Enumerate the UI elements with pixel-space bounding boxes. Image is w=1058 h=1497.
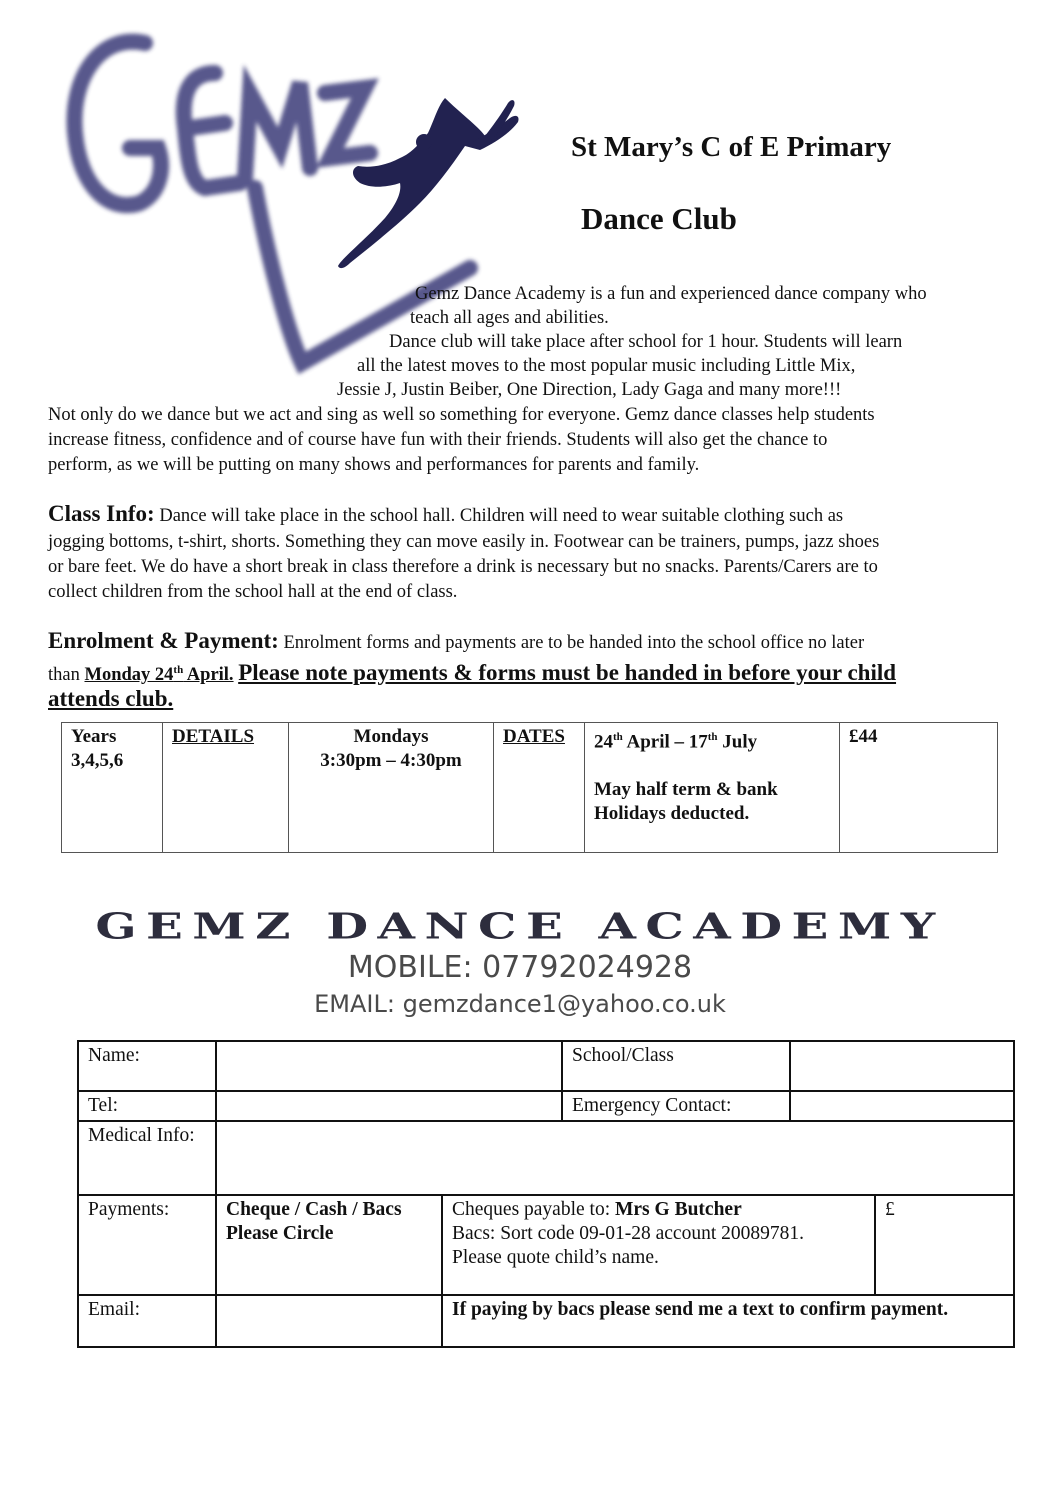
class-details-table: [61, 722, 998, 853]
intro-line-2: teach all ages and abilities.: [410, 308, 609, 328]
bacs-note: If paying by bacs please send me a text to confirm payment.: [452, 1299, 949, 1320]
enrolment-line-2: [48, 658, 896, 688]
email-row: [216, 1295, 1014, 1347]
academy-title: GEMZ DANCE ACADEMY: [95, 904, 945, 948]
dates-label-cell: [494, 723, 585, 853]
intro-line-3: Dance club will take place after school for 1 hour. Students will learn: [389, 332, 903, 352]
enrolment-note-2: attends club.: [48, 686, 174, 711]
deduction-line-2: Holidays deducted.: [594, 803, 750, 825]
details-label: DETAILS: [172, 726, 255, 747]
years-cell: [62, 723, 163, 853]
please-circle: Please Circle: [226, 1223, 334, 1244]
email-label: Email:: [78, 1295, 216, 1347]
years-value: 3,4,5,6: [71, 750, 124, 771]
class-info-line-2: jogging bottoms, t-shirt, shorts. Something they can move easily in. Footwear can be trainers, pumps, jazz shoes: [48, 532, 880, 552]
amount-symbol: £: [885, 1199, 895, 1220]
class-time: 3:30pm – 4:30pm: [320, 750, 462, 771]
school-name: St Mary’s C of E Primary: [571, 131, 892, 163]
class-day: Mondays: [353, 726, 429, 747]
quote-name: Please quote child’s name.: [452, 1247, 659, 1268]
class-info-line-4: collect children from the school hall at the end of class.: [48, 582, 458, 602]
club-title: Dance Club: [581, 201, 737, 236]
payments-row: [216, 1195, 1014, 1295]
medical-info-field[interactable]: [216, 1121, 1014, 1195]
enrolment-form: [77, 1040, 1015, 1348]
intro-line-4: all the latest moves to the most popular music including Little Mix,: [357, 356, 856, 376]
cheques-prefix: Cheques payable to:: [452, 1199, 615, 1220]
tel-label: Tel:: [78, 1091, 216, 1121]
price: £44: [849, 726, 878, 747]
intro-line-5: Jessie J, Justin Beiber, One Direction, Lady Gaga and many more!!!: [337, 380, 842, 400]
dates-cell: [585, 723, 840, 853]
tel-field[interactable]: [216, 1091, 562, 1121]
intro-line-1: Gemz Dance Academy is a fun and experienced dance company who: [415, 284, 927, 304]
enrolment-than: than: [48, 665, 80, 686]
intro-line-8: perform, as we will be putting on many shows and performances for parents and family.: [48, 455, 700, 475]
deduction-line-1: May half term & bank: [594, 779, 778, 801]
emergency-contact-field[interactable]: [790, 1091, 1014, 1121]
name-field[interactable]: [216, 1041, 562, 1091]
payment-amount-cell[interactable]: [875, 1196, 1013, 1294]
schedule-cell: [289, 723, 494, 853]
price-cell: [840, 723, 998, 853]
academy-mobile: MOBILE: 07792024928: [347, 950, 693, 985]
intro-line-7: increase fitness, confidence and of course have fun with their friends. Students will also get the chance to: [48, 430, 828, 450]
years-label: Years: [71, 726, 117, 747]
medical-info-label: Medical Info:: [78, 1121, 216, 1195]
payment-methods: Cheque / Cash / Bacs: [226, 1199, 402, 1220]
name-label: Name:: [78, 1041, 216, 1091]
payment-details-cell: [442, 1196, 875, 1294]
class-info-label: Class Info:: [48, 501, 155, 526]
payments-label: Payments:: [78, 1195, 216, 1295]
enrolment-text-1: Enrolment forms and payments are to be handed into the school office no later: [283, 633, 865, 653]
school-class-field[interactable]: [790, 1041, 1014, 1091]
school-class-label: School/Class: [562, 1041, 790, 1091]
payment-method-cell[interactable]: [217, 1196, 442, 1294]
class-info-line-3: or bare feet. We do have a short break in class therefore a drink is necessary but no snacks. Parents/Carers are to: [48, 557, 878, 577]
details-cell: [163, 723, 289, 853]
enrolment-note-1: Please note payments & forms must be handed in before your child: [238, 660, 897, 686]
cheques-payee: Mrs G Butcher: [615, 1199, 742, 1220]
bacs-details: Bacs: Sort code 09-01-28 account 20089781.: [452, 1223, 805, 1244]
enrolment-deadline: Monday 24th April.: [84, 664, 234, 686]
emergency-contact-label: Emergency Contact:: [562, 1091, 790, 1121]
academy-banner: [40, 900, 1000, 1022]
enrolment-line-1: [48, 629, 864, 656]
enrolment-label: Enrolment & Payment:: [48, 628, 279, 653]
academy-email: EMAIL: gemzdance1@yahoo.co.uk: [314, 990, 726, 1018]
class-info-line-1: [48, 502, 843, 529]
email-field[interactable]: [217, 1296, 442, 1346]
class-info-text-1: Dance will take place in the school hall. Children will need to wear suitable clothing such as: [159, 506, 844, 526]
dates-label: DATES: [503, 726, 565, 747]
date-range: 24th April – 17th July: [594, 731, 758, 753]
intro-line-6: Not only do we dance but we act and sing as well so something for everyone. Gemz dance classes help students: [48, 405, 875, 425]
